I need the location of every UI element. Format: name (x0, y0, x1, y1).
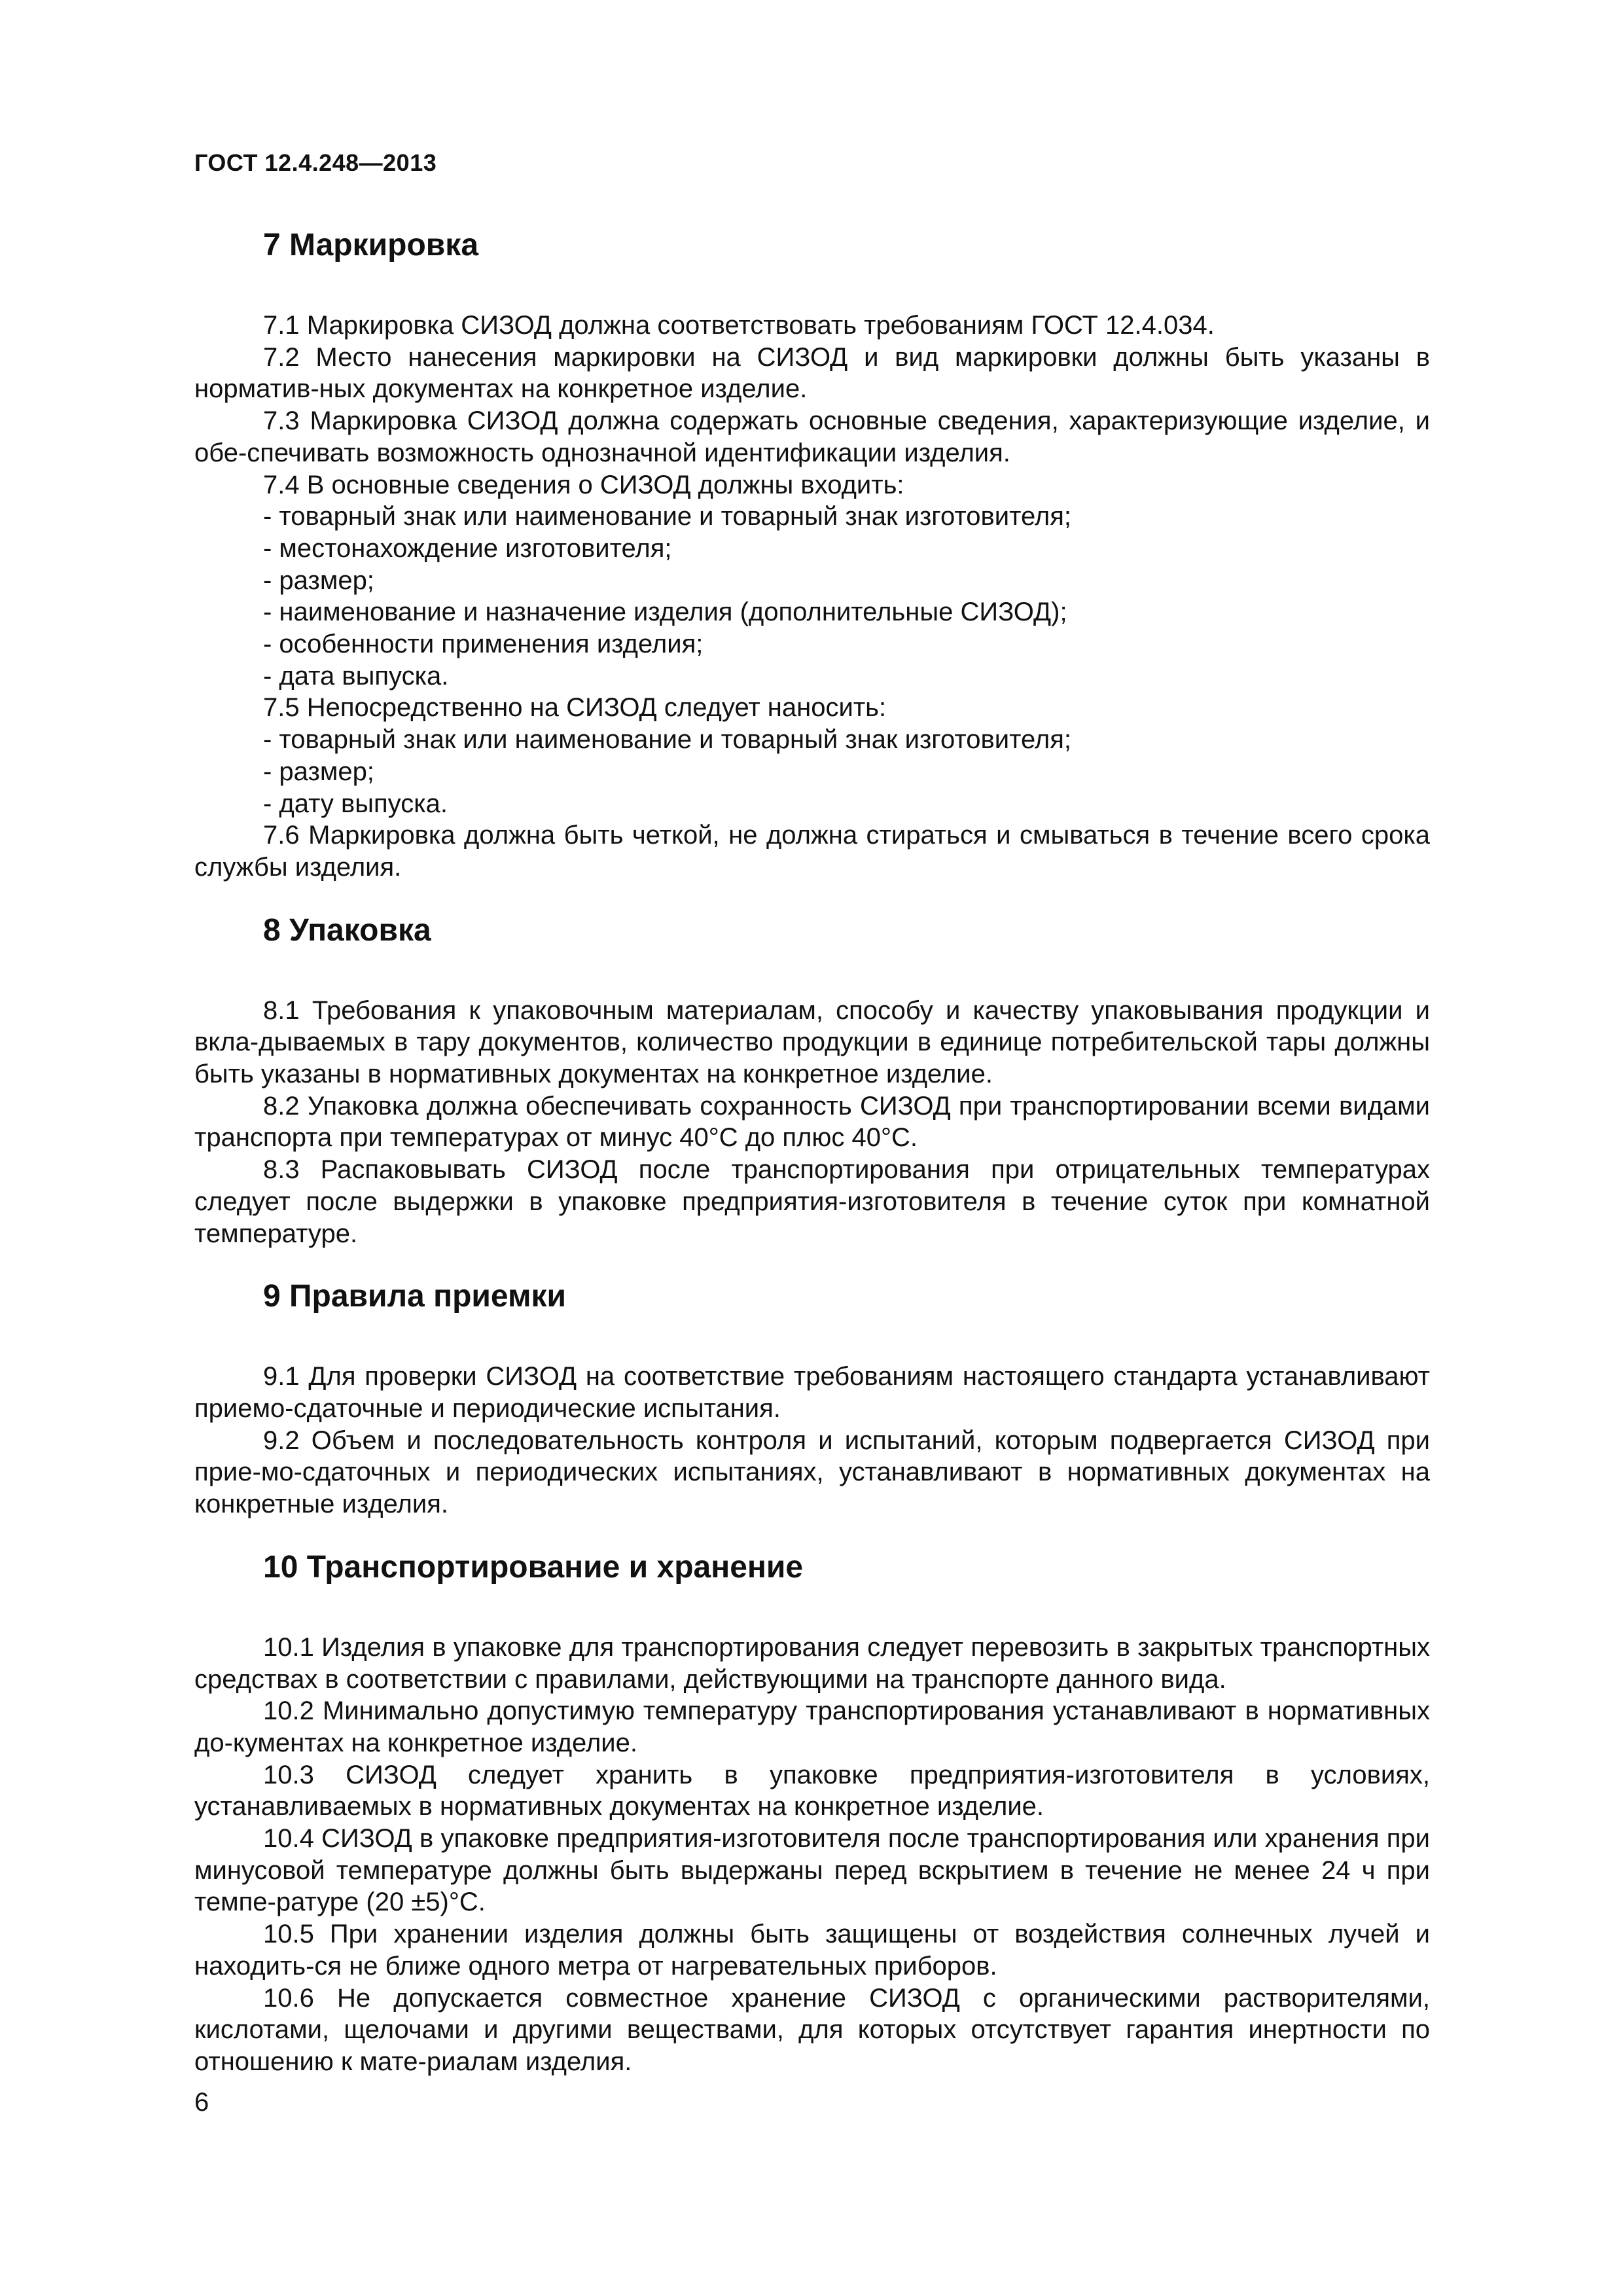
document-header: ГОСТ 12.4.248—2013 (194, 149, 437, 176)
list-item: - товарный знак или наименование и товарный знак изготовителя; (263, 725, 1071, 755)
list-item: - размер; (263, 757, 374, 786)
clause-7-4-list (194, 501, 1430, 692)
clause-9-2: 9.2 Объем и последовательность контроля и испытаний, которым подвергается СИЗОД при прие-мо-сдаточных и периодических испытаниях, устанавливают в нормативных документах на конкретные изделия. (194, 1426, 1430, 1519)
clause-8-1: 8.1 Требования к упаковочным материалам, способу и качеству упаковывания продукции и вкла-дываемых в тару документов, количество продукции в единице потребительской тары должны быть указаны в нормативных документах на конкретное изделие. (194, 996, 1430, 1089)
clause-10-5: 10.5 При хранении изделия должны быть защищены от воздействия солнечных лучей и находить-ся не ближе одного метра от нагревательных приборов. (194, 1920, 1430, 1981)
list-item: - дата выпуска. (263, 661, 449, 691)
section-8-title: 8 Упаковка (263, 912, 431, 948)
clause-10-1: 10.1 Изделия в упаковке для транспортирования следует перевозить в закрытых транспортных средствах в соответствии с правилами, действующими на транспорте данного вида. (194, 1632, 1430, 1694)
list-item: - размер; (263, 565, 374, 595)
section-9-title: 9 Правила приемки (263, 1279, 567, 1314)
clause-10-2: 10.2 Минимально допустимую температуру транспортирования устанавливают в нормативных до-кументах на конкретное изделие. (194, 1696, 1430, 1757)
page-number: 6 (194, 2088, 209, 2117)
clause-7-2: 7.2 Место нанесения маркировки на СИЗОД и вид маркировки должны быть указаны в норматив-ных документах на конкретное изделие. (194, 342, 1430, 404)
section-7-title: 7 Маркировка (263, 228, 479, 262)
clause-8-2: 8.2 Упаковка должна обеспечивать сохранность СИЗОД при транспортировании всеми видами транспорта при температурах от минус 40°С до плюс 40°С. (194, 1091, 1430, 1153)
clause-7-3: 7.3 Маркировка СИЗОД должна содержать основные сведения, характеризующие изделие, и обе-спечивать возможность однозначной идентификации изделия. (194, 406, 1430, 467)
clause-8-3: 8.3 Распаковывать СИЗОД после транспортирования при отрицательных температурах следует после выдержки в упаковке предприятия-изготовителя в течение суток при комнатной температуре. (194, 1155, 1430, 1248)
list-item: - дату выпуска. (263, 789, 448, 818)
section-10-title: 10 Транспортирование и хранение (263, 1549, 804, 1585)
list-item: - особенности применения изделия; (263, 630, 704, 659)
clause-10-4: 10.4 СИЗОД в упаковке предприятия-изготовителя после транспортирования или хранения при минусовой температуре должны быть выдержаны перед вскрытием в течение не менее 24 ч при темпе-ратуре (20 ±5)°С. (194, 1824, 1430, 1917)
clause-10-3: 10.3 СИЗОД следует хранить в упаковке предприятия-изготовителя в условиях, устанавливаемых в нормативных документах на конкретное изделие. (194, 1760, 1430, 1821)
clause-7-5-list (194, 724, 1430, 819)
list-item: - местонахождение изготовителя; (263, 533, 672, 563)
clause-7-1: 7.1 Маркировка СИЗОД должна соответствовать требованиям ГОСТ 12.4.034. (263, 311, 1215, 340)
list-item: - наименование и назначение изделия (дополнительные СИЗОД); (263, 598, 1067, 627)
clause-7-6: 7.6 Маркировка должна быть четкой, не должна стираться и смываться в течение всего срока службы изделия. (194, 821, 1430, 882)
clause-7-5: 7.5 Непосредственно на СИЗОД следует наносить: (263, 693, 887, 723)
document-body (194, 226, 1430, 2078)
clause-9-1: 9.1 Для проверки СИЗОД на соответствие требованиям настоящего стандарта устанавливают приемо-сдаточные и периодические испытания. (194, 1362, 1430, 1423)
clause-7-4: 7.4 В основные сведения о СИЗОД должны входить: (263, 470, 904, 499)
clause-10-6: 10.6 Не допускается совместное хранение СИЗОД с органическими растворителями, кислотами, щелочами и другими веществами, для которых отсутствует гарантия инертности по отношению к мате-риалам изделия. (194, 1983, 1430, 2076)
list-item: - товарный знак или наименование и товарный знак изготовителя; (263, 502, 1071, 531)
